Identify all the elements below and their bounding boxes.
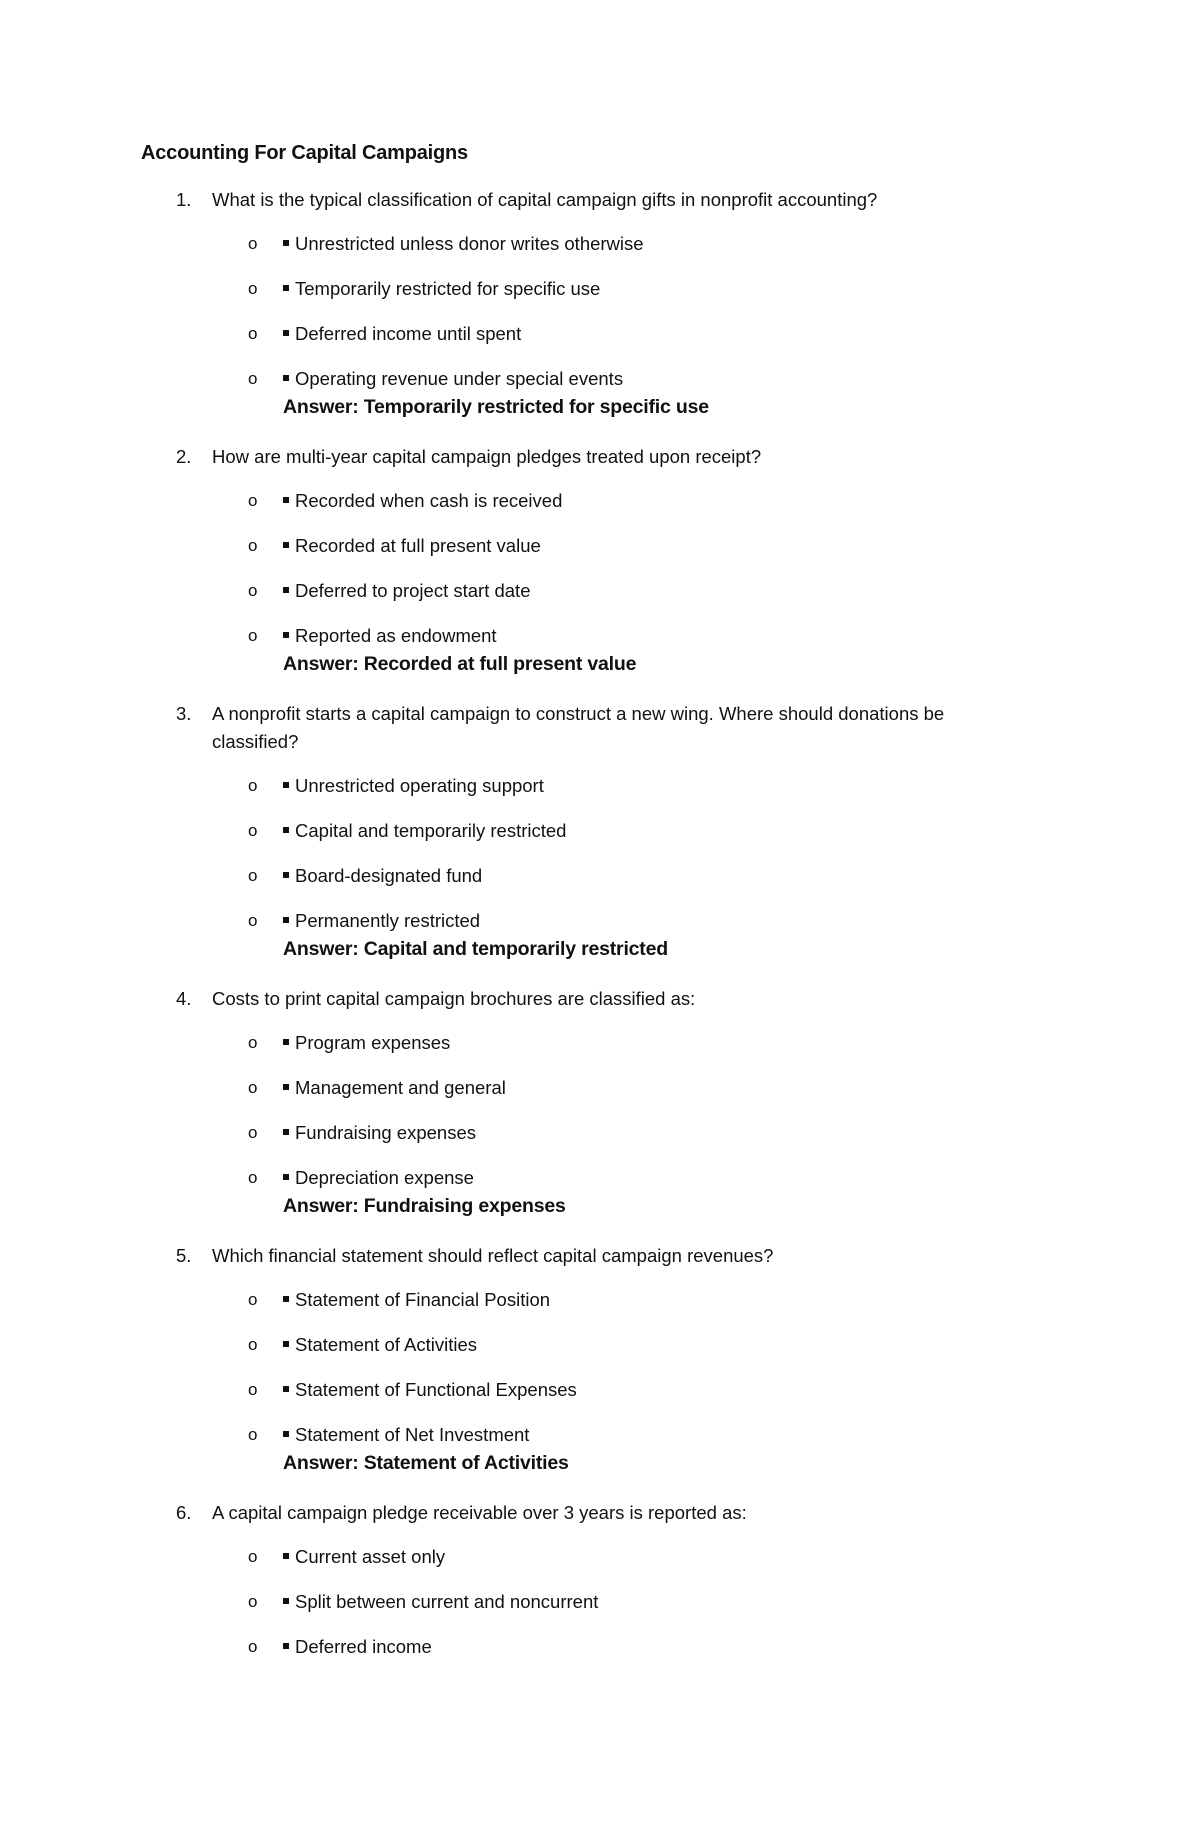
option-marker: o (248, 1637, 258, 1656)
option-row (283, 487, 562, 515)
option-item (0, 622, 1200, 650)
square-bullet-icon (283, 240, 289, 246)
square-bullet-icon (283, 872, 289, 878)
option-item (0, 1074, 1200, 1102)
option-item (0, 365, 1200, 393)
option-row (283, 1119, 476, 1147)
option-item (0, 230, 1200, 258)
option-marker: o (248, 1335, 258, 1354)
option-text: Management and general (295, 1077, 506, 1098)
option-item (0, 1633, 1200, 1661)
square-bullet-icon (283, 1598, 289, 1604)
option-list (0, 487, 1200, 650)
option-text: Fundraising expenses (295, 1122, 476, 1143)
option-item (0, 1286, 1200, 1314)
option-marker: o (248, 821, 258, 840)
option-item (0, 577, 1200, 605)
square-bullet-icon (283, 1643, 289, 1649)
option-row (283, 1074, 506, 1102)
option-item (0, 275, 1200, 303)
answer-text: Answer: Temporarily restricted for specific use (283, 396, 709, 418)
option-text: Recorded when cash is received (295, 490, 563, 511)
square-bullet-icon (283, 497, 289, 503)
option-row (283, 1633, 432, 1661)
square-bullet-icon (283, 1039, 289, 1045)
answer-text: Answer: Recorded at full present value (283, 653, 637, 675)
option-row (283, 320, 521, 348)
option-item (0, 1421, 1200, 1449)
square-bullet-icon (283, 1431, 289, 1437)
option-marker: o (248, 626, 258, 645)
option-row (283, 365, 623, 393)
option-marker: o (248, 1123, 258, 1142)
option-text: Split between current and noncurrent (295, 1591, 599, 1612)
question-text: How are multi-year capital campaign pledges treated upon receipt? (212, 446, 762, 467)
square-bullet-icon (283, 1296, 289, 1302)
option-list (0, 772, 1200, 935)
question-number: 4. (176, 988, 192, 1009)
option-text: Board-designated fund (295, 865, 483, 886)
question-number: 1. (176, 189, 192, 210)
square-bullet-icon (283, 542, 289, 548)
square-bullet-icon (283, 1553, 289, 1559)
option-item (0, 487, 1200, 515)
question-text: What is the typical classification of capital campaign gifts in nonprofit accounting? (212, 189, 878, 210)
option-marker: o (248, 234, 258, 253)
square-bullet-icon (283, 330, 289, 336)
option-row (283, 577, 530, 605)
option-item (0, 817, 1200, 845)
option-row (283, 1164, 474, 1192)
option-row (283, 907, 480, 935)
option-text: Current asset only (295, 1546, 446, 1567)
square-bullet-icon (283, 827, 289, 833)
option-row (283, 275, 600, 303)
option-text: Permanently restricted (295, 910, 481, 931)
option-item (0, 320, 1200, 348)
option-marker: o (248, 1290, 258, 1309)
option-row (283, 532, 541, 560)
question-stem (0, 700, 1200, 756)
option-text: Deferred income (295, 1636, 432, 1657)
option-marker: o (248, 911, 258, 930)
question-stem (0, 1499, 1200, 1527)
option-text: Statement of Activities (295, 1334, 478, 1355)
question-item (0, 443, 1200, 678)
answer-text: Answer: Fundraising expenses (283, 1195, 566, 1217)
option-item (0, 772, 1200, 800)
option-text: Program expenses (295, 1032, 451, 1053)
option-list (0, 230, 1200, 393)
square-bullet-icon (283, 285, 289, 291)
option-marker: o (248, 491, 258, 510)
question-number: 6. (176, 1502, 192, 1523)
option-row (283, 1286, 550, 1314)
square-bullet-icon (283, 632, 289, 638)
square-bullet-icon (283, 1341, 289, 1347)
option-row (283, 1331, 477, 1359)
square-bullet-icon (283, 1084, 289, 1090)
question-text: A nonprofit starts a capital campaign to construct a new wing. Where should donations be classified? (212, 703, 945, 752)
option-text: Unrestricted unless donor writes otherwise (295, 233, 644, 254)
question-stem (0, 443, 1200, 471)
option-marker: o (248, 581, 258, 600)
option-list (0, 1543, 1200, 1661)
option-row (283, 862, 482, 890)
question-text: A capital campaign pledge receivable over 3 years is reported as: (212, 1502, 747, 1523)
option-item (0, 1376, 1200, 1404)
question-item (0, 1242, 1200, 1477)
option-item (0, 1164, 1200, 1192)
option-item (0, 1029, 1200, 1057)
option-text: Operating revenue under special events (295, 368, 624, 389)
option-row (283, 1376, 577, 1404)
square-bullet-icon (283, 375, 289, 381)
option-item (0, 532, 1200, 560)
option-marker: o (248, 1078, 258, 1097)
option-row (283, 230, 644, 258)
option-list (0, 1286, 1200, 1449)
square-bullet-icon (283, 587, 289, 593)
option-item (0, 1543, 1200, 1571)
question-item (0, 186, 1200, 421)
question-text: Costs to print capital campaign brochures are classified as: (212, 988, 696, 1009)
option-text: Statement of Functional Expenses (295, 1379, 577, 1400)
option-marker: o (248, 1547, 258, 1566)
option-marker: o (248, 1425, 258, 1444)
answer-text: Answer: Capital and temporarily restricted (283, 938, 668, 960)
option-item (0, 1588, 1200, 1616)
option-text: Reported as endowment (295, 625, 497, 646)
option-marker: o (248, 279, 258, 298)
square-bullet-icon (283, 917, 289, 923)
option-row (283, 1421, 529, 1449)
square-bullet-icon (283, 1174, 289, 1180)
option-marker: o (248, 866, 258, 885)
option-text: Unrestricted operating support (295, 775, 544, 796)
question-list (0, 186, 1200, 1683)
option-list (0, 1029, 1200, 1192)
question-number: 2. (176, 446, 192, 467)
square-bullet-icon (283, 782, 289, 788)
option-item (0, 1119, 1200, 1147)
document-title: Accounting For Capital Campaigns (141, 142, 468, 164)
answer-text: Answer: Statement of Activities (283, 1452, 569, 1474)
question-number: 5. (176, 1245, 192, 1266)
option-marker: o (248, 536, 258, 555)
question-text: Which financial statement should reflect capital campaign revenues? (212, 1245, 774, 1266)
question-stem (0, 186, 1200, 214)
option-marker: o (248, 776, 258, 795)
question-item (0, 985, 1200, 1220)
option-text: Deferred income until spent (295, 323, 522, 344)
option-text: Depreciation expense (295, 1167, 474, 1188)
option-marker: o (248, 1592, 258, 1611)
option-marker: o (248, 1168, 258, 1187)
option-row (283, 817, 566, 845)
question-item (0, 1499, 1200, 1661)
option-item (0, 1331, 1200, 1359)
option-text: Temporarily restricted for specific use (295, 278, 601, 299)
option-text: Deferred to project start date (295, 580, 531, 601)
option-row (283, 1588, 598, 1616)
question-number: 3. (176, 703, 192, 724)
option-marker: o (248, 1033, 258, 1052)
question-stem (0, 985, 1200, 1013)
square-bullet-icon (283, 1129, 289, 1135)
option-marker: o (248, 324, 258, 343)
square-bullet-icon (283, 1386, 289, 1392)
option-row (283, 1543, 445, 1571)
question-item (0, 700, 1200, 963)
option-item (0, 862, 1200, 890)
option-marker: o (248, 1380, 258, 1399)
option-text: Statement of Net Investment (295, 1424, 530, 1445)
option-marker: o (248, 369, 258, 388)
option-item (0, 907, 1200, 935)
option-text: Capital and temporarily restricted (295, 820, 567, 841)
option-text: Recorded at full present value (295, 535, 541, 556)
option-text: Statement of Financial Position (295, 1289, 551, 1310)
option-row (283, 772, 544, 800)
question-stem (0, 1242, 1200, 1270)
option-row (283, 622, 497, 650)
option-row (283, 1029, 450, 1057)
